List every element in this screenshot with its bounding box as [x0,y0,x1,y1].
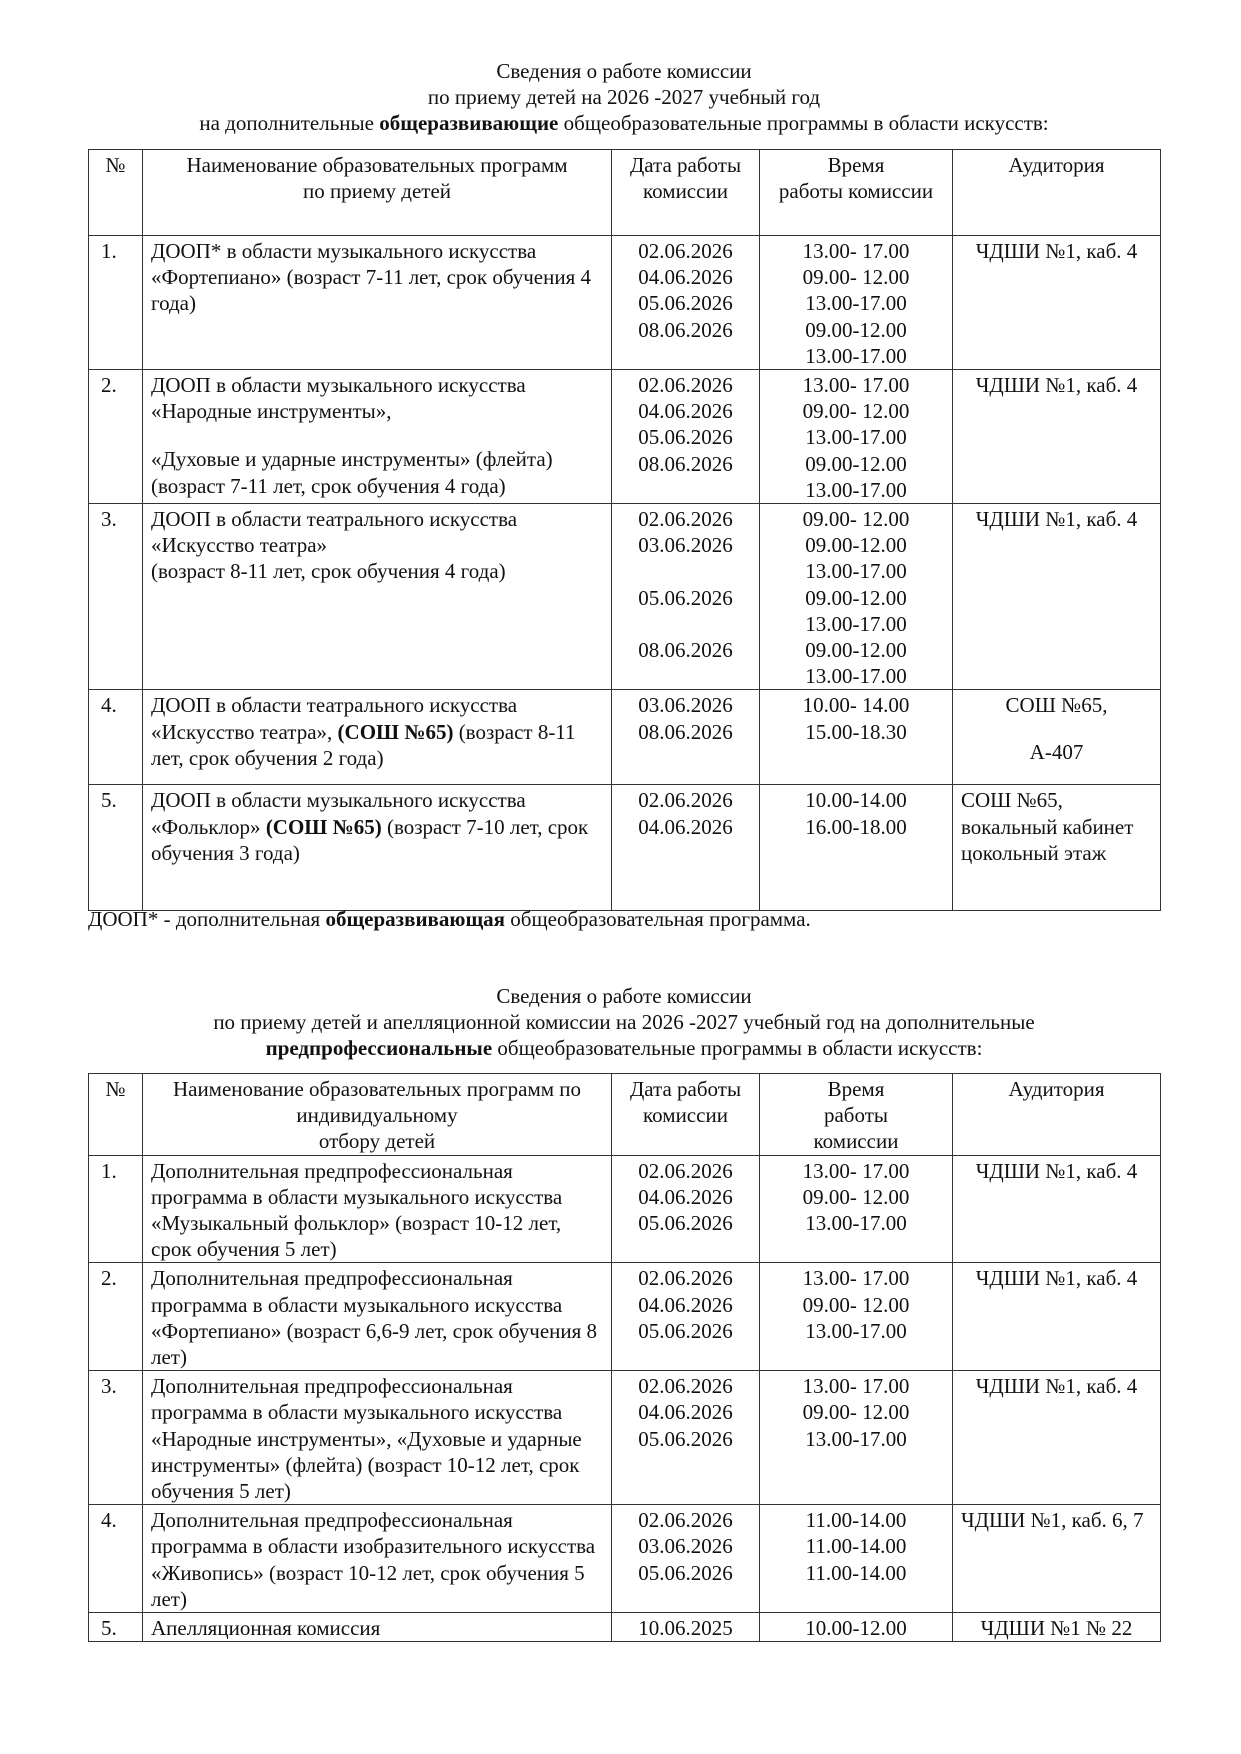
row-room: ЧДШИ №1, каб. 4 [953,370,1161,504]
row-num: 4. [89,690,143,785]
header-date: Дата работы комиссии [612,1074,760,1156]
table-row [89,1613,1161,1642]
row-room: ЧДШИ №1, каб. 4 [953,1263,1161,1371]
row-program-text: ДООП в области театрального искусства «Искусство театра», [151,693,518,744]
table-row [89,504,1161,690]
section1-table [88,149,1161,911]
row-room: ЧДШИ №1 № 22 [953,1613,1161,1642]
table-row [89,1155,1161,1263]
row-times: 10.00-14.00 16.00-18.00 [760,785,953,911]
row-num: 2. [89,370,143,504]
row-num: 3. [89,1371,143,1505]
row-num: 5. [89,1613,143,1642]
section1-heading-line3 [88,110,1160,136]
row-program [143,370,612,504]
row-times: 10.00- 14.00 15.00-18.30 [760,690,953,785]
row-program [143,690,612,785]
row-room-part: А-407 [1029,739,1084,764]
table-row [89,370,1161,504]
table-row [89,1263,1161,1371]
row-program: ДООП* в области музыкального искусства «Фортепиано» (возраст 7-11 лет, срок обучения 4 года) [143,236,612,370]
footnote-bold: общеразвивающая [325,907,506,931]
row-program-text: ДООП в области музыкального искусства «Фольклор» [151,788,526,839]
table-row [89,785,1161,911]
header-program: Наименование образовательных программ по индивидуальному отбору детей [143,1074,612,1156]
table-row [89,1505,1161,1613]
header-num: № [89,1074,143,1156]
row-room: ЧДШИ №1, каб. 4 [953,1371,1161,1505]
section2-table [88,1073,1161,1642]
row-room: ЧДШИ №1, каб. 4 [953,236,1161,370]
row-room: ЧДШИ №1, каб. 4 [953,1155,1161,1263]
header-program: Наименование образовательных программ по приему детей [143,150,612,236]
row-times: 13.00- 17.00 09.00- 12.00 13.00-17.00 [760,1371,953,1505]
row-num: 3. [89,504,143,690]
row-num: 4. [89,1505,143,1613]
heading-text: на дополнительные [199,111,380,135]
row-num: 1. [89,236,143,370]
section2-heading-line2: по приему детей и апелляционной комиссии на 2026 -2027 учебный год на дополнительные [213,1010,1035,1034]
row-times: 13.00- 17.00 09.00- 12.00 13.00-17.00 09.00-12.00 13.00-17.00 [760,236,953,370]
spacer [151,424,603,446]
row-num: 1. [89,1155,143,1263]
row-times: 13.00- 17.00 09.00- 12.00 13.00-17.00 [760,1263,953,1371]
row-program-text: (возраст 7-10 лет, срок обучения 3 года) [151,814,589,865]
row-dates: 02.06.2026 04.06.2026 05.06.2026 [612,1155,760,1263]
row-dates: 02.06.2026 04.06.2026 05.06.2026 [612,1371,760,1505]
spacer [961,719,1152,739]
row-program-bold: (СОШ №65) [337,719,454,744]
section2-heading-line3 [88,1035,1160,1061]
section2-heading-line1: Сведения о работе комиссии [496,984,752,1008]
heading-bold-text: предпрофессиональные [265,1036,493,1060]
row-times: 11.00-14.00 11.00-14.00 11.00-14.00 [760,1505,953,1613]
heading-bold-text: общеразвивающие [379,111,559,135]
row-program-text: (возраст 8-11 лет, срок обучения 2 года) [151,719,576,770]
row-times: 09.00- 12.00 09.00-12.00 13.00-17.00 09.00-12.00 13.00-17.00 09.00-12.00 13.00-17.00 [760,504,953,690]
header-time: Время работы комиссии [760,1074,953,1156]
row-program: Дополнительная предпрофессиональная программа в области изобразительного искусства «Живопись» (возраст 10-12 лет, срок обучения 5 лет) [143,1505,612,1613]
row-program: Апелляционная комиссия [143,1613,612,1642]
header-date: Дата работы комиссии [612,150,760,236]
section2-heading [88,983,1160,1061]
row-program: Дополнительная предпрофессиональная программа в области музыкального искусства «Музыкальный фольклор» (возраст 10-12 лет, срок обучения 5 лет) [143,1155,612,1263]
row-times: 13.00- 17.00 09.00- 12.00 13.00-17.00 09.00-12.00 13.00-17.00 [760,370,953,504]
section1-heading-line2: по приему детей на 2026 -2027 учебный год [427,85,821,109]
row-room-part: СОШ №65, [1005,693,1108,718]
row-num: 2. [89,1263,143,1371]
section1-heading-line1: Сведения о работе комиссии [496,59,752,83]
section1-heading [88,58,1160,136]
row-dates: 02.06.2026 04.06.2026 05.06.2026 [612,1263,760,1371]
table-header-row [89,1074,1161,1156]
header-num: № [89,150,143,236]
header-room: Аудитория [953,1074,1161,1156]
row-program: ДООП в области театрального искусства «Искусство театра» (возраст 8-11 лет, срок обучения 4 года) [143,504,612,690]
heading-text: общеобразовательные программы в области искусств: [492,1036,983,1060]
row-dates: 02.06.2026 04.06.2026 05.06.2026 08.06.2026 [612,370,760,504]
row-times: 13.00- 17.00 09.00- 12.00 13.00-17.00 [760,1155,953,1263]
heading-text: общеобразовательные программы в области искусств: [558,111,1049,135]
row-program: Дополнительная предпрофессиональная программа в области музыкального искусства «Народные инструменты», «Духовые и ударные инструменты» (флейта) (возраст 10-12 лет, срок обучения 5 лет) [143,1371,612,1505]
row-times: 10.00-12.00 [760,1613,953,1642]
row-dates: 02.06.2026 03.06.2026 05.06.2026 08.06.2026 [612,504,760,690]
table-row [89,690,1161,785]
footnote [88,906,811,932]
row-room: ЧДШИ №1, каб. 6, 7 [953,1505,1161,1613]
header-time: Время работы комиссии [760,150,953,236]
row-program-bold: (СОШ №65) [265,814,382,839]
header-room: Аудитория [953,150,1161,236]
row-program: Дополнительная предпрофессиональная программа в области музыкального искусства «Фортепиано» (возраст 6,6-9 лет, срок обучения 8 лет) [143,1263,612,1371]
row-dates: 03.06.2026 08.06.2026 [612,690,760,785]
row-room [953,690,1161,785]
row-room: СОШ №65, вокальный кабинет цокольный этаж [953,785,1161,911]
row-program-part: ДООП в области музыкального искусства «Народные инструменты», [151,373,526,424]
row-room: ЧДШИ №1, каб. 4 [953,504,1161,690]
row-dates: 02.06.2026 04.06.2026 [612,785,760,911]
row-dates: 02.06.2026 04.06.2026 05.06.2026 08.06.2026 [612,236,760,370]
row-program [143,785,612,911]
table-row [89,1371,1161,1505]
footnote-text: ДООП* - дополнительная [88,907,326,931]
row-program-part: «Духовые и ударные инструменты» (флейта) (возраст 7-11 лет, срок обучения 4 года) [151,447,553,498]
row-dates: 02.06.2026 03.06.2026 05.06.2026 [612,1505,760,1613]
footnote-text: общеобразовательная программа. [505,907,811,931]
table-row [89,236,1161,370]
row-num: 5. [89,785,143,911]
row-dates: 10.06.2025 [612,1613,760,1642]
table-header-row [89,150,1161,236]
